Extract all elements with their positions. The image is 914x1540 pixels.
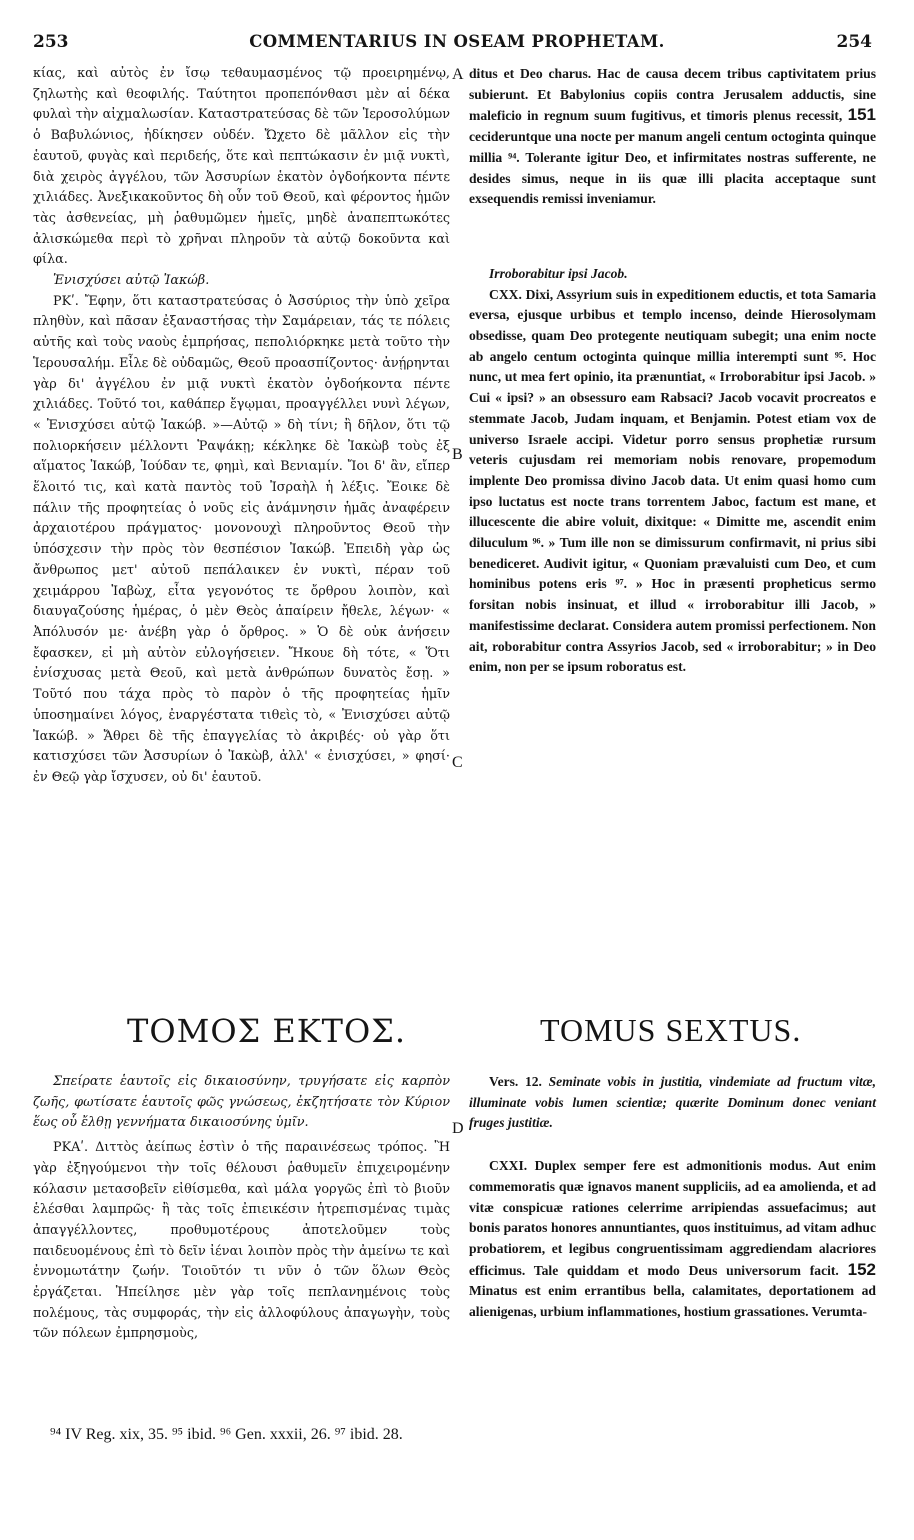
verse-label: Vers. 12. — [489, 1074, 542, 1089]
greek-column-top — [33, 64, 450, 789]
latin-verse — [469, 1072, 876, 1134]
greek-lemma: Ἐνισχύσει αὐτῷ Ἰακώβ. — [53, 273, 210, 289]
greek-verse: Σπείρατε ἑαυτοῖς εἰς δικαιοσύνην, τρυγήσατε εἰς καρπὸν ζωῆς, φωτίσατε ἑαυτοῖς φῶς γνώσεως, ἐκζητήσατε τὸν Κύριον ἕως οὗ ἔλθῃ γεννήματα δικαιοσύνης ὑμῖν. — [33, 1074, 450, 1131]
greek-paragraph: κίας, καὶ αὐτὸς ἐν ἴσῳ τεθαυμασμένος τῷ προειρημένῳ, ζηλωτὴς καὶ θεοφιλής. Ταύτητοι προπεπόνθασι μὲν αἱ δέκα φυλαὶ τὴν αἰχμαλωσίαν. Καταστρατεύσας δὲ τῶν Ἱεροσολύμων ὁ Βαβυλώνιος, ἠδίκησεν οὐδέν. Ὤχετο δὲ μᾶλλον εἰς τὴν ἑαυτοῦ, φυγὰς καὶ περιδεής, ὅτε καὶ πεπτώκασιν ἐν μιᾷ νυκτὶ, διὰ χειρὸς ἀγγέλου, τῶν Ἀσσυρίων ἑκατὸν ὀγδοήκοντα πέντε χιλιάδες. Ἀνεξικακοῦντος δὴ οὖν τοῦ Θεοῦ, καὶ φέροντος ἡμῶν τὰς ἀσθενείας, μὴ ῥαθυμῶμεν ἡμεῖς, μηδὲ ἀναπεπτωκότες ἀλισκώμεθα περὶ τὸ χρῆναι πληροῦν τὰ αὐτῷ δοκοῦντα καὶ φίλα. — [33, 66, 450, 268]
latin-paragraph — [469, 1156, 876, 1323]
latin-tomus-heading: TOMUS SEXTUS. — [540, 1012, 802, 1048]
latin-paragraph-text: Minatus est enim errantibus bella, calamitates, deportationem ad alienigenas, urbium inflammationes, hostium grassationes. Verumta- — [469, 1283, 876, 1320]
section-number: ΡΚʹ. — [53, 293, 79, 309]
latin-paragraph-text: CXXI. Duplex semper fere est admonitionis modus. Aut enim commemoratis quæ ignavos manent suppliciis, ad ea amolienda, et ad vitæ conspicuæ rationes celerrime arripiendas assuefacimus; aut bonis paratos honores annuntiantes, quos instituimus, ad vitam adhuc probatiorem, et legibus congruentissimam aggrediendam alacriores efficimus. Tale quiddam et modo Deus universorum facit. — [469, 1158, 876, 1278]
margin-letter: A — [452, 66, 464, 83]
greek-paragraph — [33, 1138, 450, 1345]
latin-paragraph-text: cecideruntque una nocte per manum angeli centum octoginta quinque millia ⁹⁴. Tolerante igitur Deo, et infirmitates nostras sufferente, ne desides simus, neque in iis quæ illi placita acceptaque sunt exsequendis remissi inveniamur. — [469, 129, 876, 207]
greek-paragraph — [33, 292, 450, 789]
latin-verse-text: Seminate vobis in justitia, vindemiate ad fructum vitæ, illuminate vobis lumen scientiæ; quærite Dominum donec veniant fruges justitiæ. — [469, 1074, 876, 1131]
page-number-right: 254 — [836, 32, 872, 52]
latin-paragraph: CXX. Dixi, Assyrium suis in expeditionem eductis, et tota Samaria eversa, ejusque urbibus et templo incenso, deinde Hierosolymam obsedisse, quam Deo protegente neutiquam subegit; una enim nocte ab angelo centum octoginta quinque millia interempti sunt ⁹⁵. Hoc nunc, ut mea fert opinio, ita prænuntiat, « Irroborabitur ipsi Jacob. » Cui « ipsi? » an obsessuro eam Rabsaci? Jacob vocavit procreatos e stemmate Jacob, Judam inquam, et Benjamin. Potest etiam vox de universo Israele accipi. Videtur porro sensus prophetiæ rursum veteris cujusdam rei memoriam nobis renovare, propemodum implente Deo promissa divino Jacob data. Ut enim quasi homo cum ipso luctatus est nocte trans torrentem Jaboc, factum est mane, et illucescente die abire voluit, dixitque: « Dimitte me, ascendit enim diluculum ⁹⁶. » Tum ille non se dimissurum confirmavit, ni prius sibi benediceret. Audivit igitur, « Quoniam prævaluisti cum Deo, et cum hominibus potens eris ⁹⁷. » Hoc in præsenti propheticus sermo forsitan nobis insinuat, et illud « irroborabitur illi Jacob, » manifestissime declarat. Considera autem promissi perfectionem. Non ait, roborabitur contra Assyrios Jacob, sed « irroborabitur; » in Deo enim, non per se ipsum roboratus est. — [469, 286, 876, 675]
column-number: 151 — [847, 105, 876, 125]
footnotes: ⁹⁴ IV Reg. xix, 35. ⁹⁵ ibid. ⁹⁶ Gen. xxxii, 26. ⁹⁷ ibid. 28. — [50, 1426, 403, 1443]
latin-column-top — [469, 64, 876, 678]
margin-letter: B — [452, 446, 463, 463]
running-header — [0, 32, 914, 58]
greek-column-bottom — [33, 1072, 450, 1345]
greek-tomus-heading: ΤΟΜΟΣ ΕΚΤΟΣ. — [127, 1012, 407, 1050]
greek-paragraph-text: Ἔφην, ὅτι καταστρατεύσας ὁ Ἀσσύριος τὴν ὑπὸ χεῖρα πληθὺν, καὶ πᾶσαν ἐξαναστήσας τὴν Σαμάρειαν, τάς τε πόλεις αὐτῆς καὶ τοὺς ναοὺς ἐμπρήσας, πεπολιόρκηκε μετὰ τοῦτο τὴν Ἱερουσαλήμ. Εἶλε δὲ οὐδαμῶς, Θεοῦ προασπίζοντος· ἀνῄρηνται γὰρ δι' ἀγγέλου ἐν μιᾷ νυκτὶ ἑκατὸν ὀγδοήκοντα πέντε χιλιάδες. Τοῦτό τοι, καθάπερ ἔγῳμαι, προαγγέλλει νυνὶ λέγων, « Ἐνισχύσει αὐτῷ Ἰακώβ. »—Αὐτῷ » δὴ τίνι; ἢ δῆλον, ὅτι τῷ πολιορκήσειν μέλλοντι Ῥαψάκῃ; κέκληκε δὲ Ἰακὼβ τοὺς ἐξ αἵματος Ἰακώβ, Ἰούδαν τε, φημὶ, καὶ Βενιαμίν. Ἴοι δ' ἂν, εἴπερ ἕλοιτό τις, καὶ κατὰ παντὸς τοῦ Ἰσραὴλ ἡ λέξις. Ἔοικε δὲ πάλιν τῆς προφητείας ὁ νοῦς εἰς ἀνάμνησιν ἡμᾶς ἀναφέρειν ἀρχαιοτέρου πράγματος· μονονουχὶ πληροῦντος Θεοῦ τὴν ὑπόσχεσιν τὴν πρὸς τὸν θεσπέσιον Ἰακώβ. Ἐπειδὴ γὰρ ὡς ἄνθρωπος μετ' αὐτοῦ πεπάλαικεν ἐν νυκτὶ, πέραν τοῦ χειμάρρου Ἰαβὼχ, εἶτα γεγονότος τε ὄρθρου λοιπὸν, καὶ διαυγαζούσης ἡμέρας, ὁ μὲν Θεὸς ἀπαίρειν ἤθελε, λέγων· « Ἀπόλυσόν με· ἀνέβη γὰρ ὁ ὄρθρος. » Ὁ δὲ οὐκ ἀνήσειν ἔφασκεν, εἰ μὴ αὐτὸν εὐλογήσειεν. Ἤκουε δὴ τότε, « Ὅτι ἐνίσχυσας μετὰ Θεοῦ, καὶ μετὰ ἀνθρώπων δυνατὸς ἔσῃ. » Τοῦτό που τάχα πρὸς τὸ παρὸν ὁ τῆς προφητείας ἡμῖν ὑποσημαίνει λόγος, ἐναργέστατα τιθεὶς τὸ, « Ἐνισχύσει αὐτῷ Ἰακώβ. » Ἄθρει δὲ τῆς ἐπαγγελίας τὸ ἀκριβές· οὐ γὰρ ὅτι κατισχύσει τῶν Ἀσσυρίων ὁ Ἰακὼβ, ἀλλ' « ἐνισχύσει, » φησί· ἐν Θεῷ γὰρ ἴσχυσεν, οὐ δι' ἑαυτοῦ. — [33, 293, 450, 785]
latin-paragraph-text: ditus et Deo charus. Hac de causa decem tribus captivitatem prius subierunt. Et Babylonius copiis contra Jerusalem adductis, sine maleficio in regnum suum fugitivus, et timoris plenus recessit, — [469, 66, 876, 124]
column-number: 152 — [847, 1259, 876, 1279]
latin-lemma: Irroborabitur ipsi Jacob. — [489, 265, 628, 281]
margin-letter: D — [452, 1120, 464, 1137]
running-title: COMMENTARIUS IN OSEAM PROPHETAM. — [249, 32, 665, 51]
latin-paragraph — [469, 64, 876, 210]
latin-column-bottom — [469, 1072, 876, 1323]
section-number: ΡΚΑʹ. — [53, 1140, 89, 1156]
margin-letter: C — [452, 754, 463, 771]
page-number-left: 253 — [33, 32, 69, 52]
greek-paragraph-text: Διττὸς ἀείπως ἐστὶν ὁ τῆς παραινέσεως τρόπος. Ἢ γὰρ ἐξηγούμενοι τὴν τοῖς θέλουσι ῥαθυμεῖν ἐπιχειρομένην κόλασιν μετασοβεῖν εἰθίσμεθα, καὶ μάλα γοργῶς ἐπὶ τὸ βιοῦν ἑλέσθαι λαμπρῶς· ἢ τὰς τοῖς ἐπιεικέσιν ἡτρεπισμένας τιμὰς ἀπαγγέλλοντες, προθυμοτέρους ἀποτελοῦμεν τοὺς παιδευομένους ἐπὶ τὸ δεῖν ἰέναι λοιπὸν πρὸς τὴν ἀμείνω τε καὶ ἐννομωτάτην ζωήν. Τοιοῦτόν τι νῦν ὁ τῶν ὅλων Θεὸς ἐργάζεται. Ἠπείλησε μὲν γὰρ τοῖς πεπλανημένοις τοὺς πολέμους, τὰς συμφοράς, τὴν εἰς ἀλλοφύλους ἀπαγωγὴν, τοὺς τῶν πόλεων ἐμπρησμοὺς, — [33, 1140, 450, 1342]
